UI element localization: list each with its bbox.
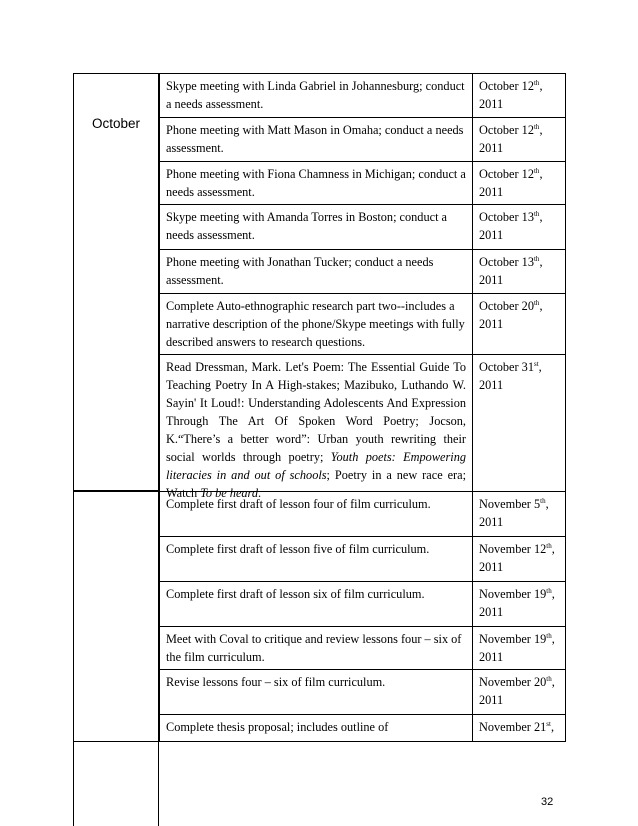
task-cell: Complete Auto-ethnographic research part two--includes a narrative description of the phone/Skype meetings with fully described answers to research questions.	[159, 293, 473, 354]
month-cell-empty	[73, 491, 159, 826]
table-bottom-border	[73, 741, 566, 742]
task-cell: Phone meeting with Fiona Chamness in Michigan; conduct a needs assessment.	[159, 161, 473, 204]
task-cell: Complete first draft of lesson five of film curriculum.	[159, 536, 473, 581]
task-cell: Complete first draft of lesson four of film curriculum.	[159, 491, 473, 536]
table-row	[159, 293, 566, 354]
date-cell: November 20th, 2011	[473, 669, 566, 714]
task-cell: Phone meeting with Matt Mason in Omaha; conduct a needs assessment.	[159, 117, 473, 161]
date-cell: October 31st, 2011	[473, 354, 566, 491]
table-row	[159, 354, 566, 500]
table-row	[159, 249, 566, 293]
task-cell: Complete thesis proposal; includes outline of	[159, 714, 473, 741]
table-row	[159, 204, 566, 249]
date-cell: October 13th, 2011	[473, 204, 566, 249]
table-row	[159, 669, 566, 714]
task-cell: Skype meeting with Amanda Torres in Boston; conduct a needs assessment.	[159, 204, 473, 249]
table-top-border	[73, 73, 566, 74]
table-row	[159, 536, 566, 581]
task-cell: Revise lessons four – six of film curriculum.	[159, 669, 473, 714]
month-label: October	[91, 116, 141, 131]
table-row	[159, 714, 566, 741]
page-number: 32	[541, 796, 554, 808]
date-cell: November 12th, 2011	[473, 536, 566, 581]
date-cell: October 20th, 2011	[473, 293, 566, 354]
table-row	[159, 161, 566, 204]
table-row	[159, 117, 566, 161]
task-cell: Phone meeting with Jonathan Tucker; conduct a needs assessment.	[159, 249, 473, 293]
task-cell: Complete first draft of lesson six of film curriculum.	[159, 581, 473, 626]
date-cell: October 13th, 2011	[473, 249, 566, 293]
date-cell: October 12th, 2011	[473, 117, 566, 161]
month-cell-october	[73, 73, 159, 491]
table-row	[159, 73, 566, 117]
table-left-border	[73, 73, 74, 741]
date-cell: October 12th, 2011	[473, 161, 566, 204]
date-cell: November 19th, 2011	[473, 626, 566, 669]
table-row	[159, 491, 566, 536]
table-row	[159, 626, 566, 669]
task-cell: Skype meeting with Linda Gabriel in Johannesburg; conduct a needs assessment.	[159, 73, 473, 117]
table-row	[159, 581, 566, 626]
date-cell: October 12th, 2011	[473, 73, 566, 117]
date-cell: November 19th, 2011	[473, 581, 566, 626]
date-cell: November 5th, 2011	[473, 491, 566, 536]
date-cell: November 21st,	[473, 714, 566, 741]
task-cell-reading: Read Dressman, Mark. Let's Poem: The Essential Guide To Teaching Poetry In A High-stakes; Mazibuko, Luthando W. Sayin' It Loud!: Understanding Adolescents And Expression Through The Art Of Spoken Word Poetry; Jocson, K.“There’s a better word”: Urban youth rewriting their social worlds through poetry; Youth poets: Empowering literacies in and out of schools; Poetry in a new race era; Watch To be heard.	[159, 354, 473, 491]
task-cell: Meet with Coval to critique and review lessons four – six of the film curriculum.	[159, 626, 473, 669]
